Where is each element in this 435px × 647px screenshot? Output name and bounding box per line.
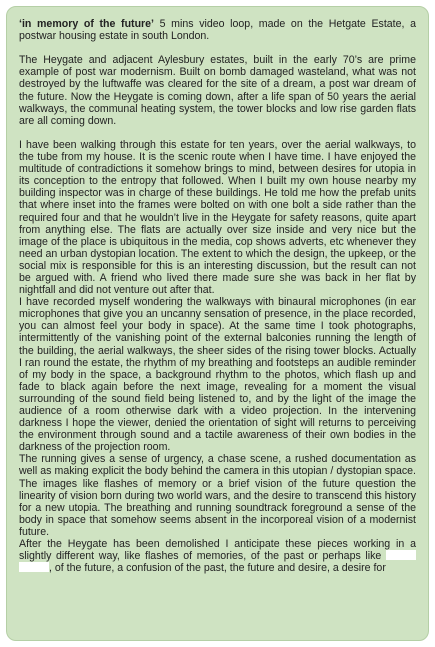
body-text [19, 18, 416, 574]
intro-text: 5 mins video loop, made on the Hetgate Estate, a postwar housing estate in south London. [19, 18, 416, 43]
blank-highlight [386, 550, 416, 560]
after-text-start: After the Heygate has been demolished I anticipate these pieces working in a slightly different way, like flashes of memories, of the past or perhaps like [19, 538, 416, 563]
paragraph-running: The running gives a sense of urgency, a chase scene, a rushed documentation as well as making explicit the body behind the camera in this utopian / dystopian space. The images like flashes of memory or a brief vision of the future question the linearity of vision born during two world wars, and the desire to transcend this history for a new utopia. The breathing and running soundtrack foreground a sense of the body in space that somehow seems absent in the incorporeal vision of a modernist future. [19, 453, 416, 538]
paragraph-walking: I have been walking through this estate for ten years, over the aerial walkways, to the tube from my house. It is the scenic route when I have time. I have enjoyed the multitude of contradictions it somehow brings to mind, between desires for utopia in its conception to the entropy that followed. When I built my own house nearby my building inspector was in charge of these buildings. He told me how the prefab units that where inset into the frames were bolted on with one bolt a side rather than the required four and that he wouldn’t live in the Heygate for safety reasons, quite apart from anything else. The flats are actually over size inside and very nice but the image of the place is ubiquitous in the media, cop shows adverts, etc whenever they need an urban dystopian location. The extent to which the design, the upkeep, or the social mix is responsible for this is an interesting discussion, but the result can not be argued with. A friend who lived there made sure she was back in her flat by nightfall and did not venture out after that. [19, 138, 416, 297]
intro-paragraph [19, 18, 416, 42]
work-title: ‘in memory of the future’ [19, 18, 154, 30]
paragraph-recording: I have recorded myself wondering the walkways with binaural microphones (in ear microphones that give you an uncanny sensation of presence, in the place recorded, you can almost feel your body in space). At the same time I took photographs, intermittently of the vanishing point of the external balconies running the length of the building, the aerial walkways, the sheer sides of the rising tower blocks. Actually I ran round the estate, the rhythm of my breathing and footsteps an audible reminder of my body in the space, a background rhythm to the photos, which flash up and fade to black again before the next image, revealing for a moment the visual surrounding of the sound field being listened to, and by the light of the image the audience of a room otherwise dark with a video projection. In the intervening darkness I hope the viewer, denied the orientation of sight will returns to perceiving the environment through sound and a tactile awareness of their own bodies in the darkness of the projection room. [19, 296, 416, 454]
after-text-end: , of the future, a confusion of the past, the future and desire, a desire for [49, 562, 386, 575]
text-panel [6, 6, 429, 641]
paragraph-history: The Heygate and adjacent Aylesbury estates, built in the early 70’s are prime example of post war modernism. Built on bomb damaged wasteland, what was not destroyed by the luftwaffe was cleared for the site of a dream, a post war dream of the future. Now the Heygate is coming down, after a life span of 50 years the aerial walkways, the communal heating system, the tower blocks and low rise garden flats are all coming down. [19, 54, 416, 127]
paragraph-after [19, 538, 416, 574]
blank-highlight-2 [19, 562, 49, 572]
